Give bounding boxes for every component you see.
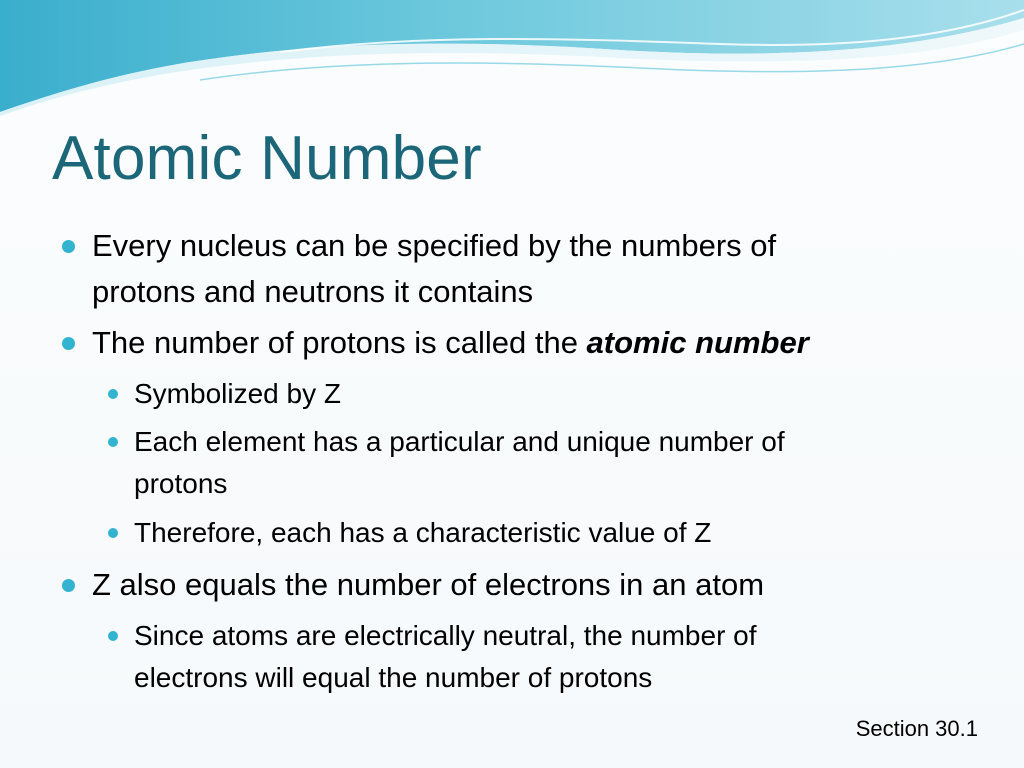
bullet-text: [92, 327, 809, 358]
term-emphasis: atomic number: [586, 325, 809, 360]
sub-bullet-dot-icon: [108, 389, 118, 399]
sub-bullet-text: Since atoms are electrically neutral, the number of: [134, 620, 757, 651]
bullet-text: Z also equals the number of electrons in an atom: [92, 567, 765, 602]
sub-bullet-text: Therefore, each has a characteristic value of Z: [134, 517, 712, 548]
section-footer: Section 30.1: [855, 716, 978, 741]
bullet-text-plain: The number of protons is called the: [92, 325, 587, 360]
sub-bullet-dot-icon: [108, 437, 118, 447]
bullet-dot-icon: [62, 240, 75, 253]
sub-bullet-text: protons: [134, 468, 228, 499]
bullet-text: protons and neutrons it contains: [92, 274, 534, 309]
sub-bullet-text: electrons will equal the number of protons: [134, 662, 653, 693]
bullet-dot-icon: [62, 337, 75, 350]
sub-bullet-dot-icon: [108, 631, 118, 641]
sub-bullet-text: Each element has a particular and unique number of: [134, 426, 785, 457]
bullet-text: Every nucleus can be specified by the numbers of: [92, 228, 777, 263]
sub-bullet-text: Symbolized by Z: [134, 378, 341, 409]
bullet-dot-icon: [62, 579, 75, 592]
sub-bullet-dot-icon: [108, 528, 118, 538]
slide-title: Atomic Number: [52, 124, 482, 193]
